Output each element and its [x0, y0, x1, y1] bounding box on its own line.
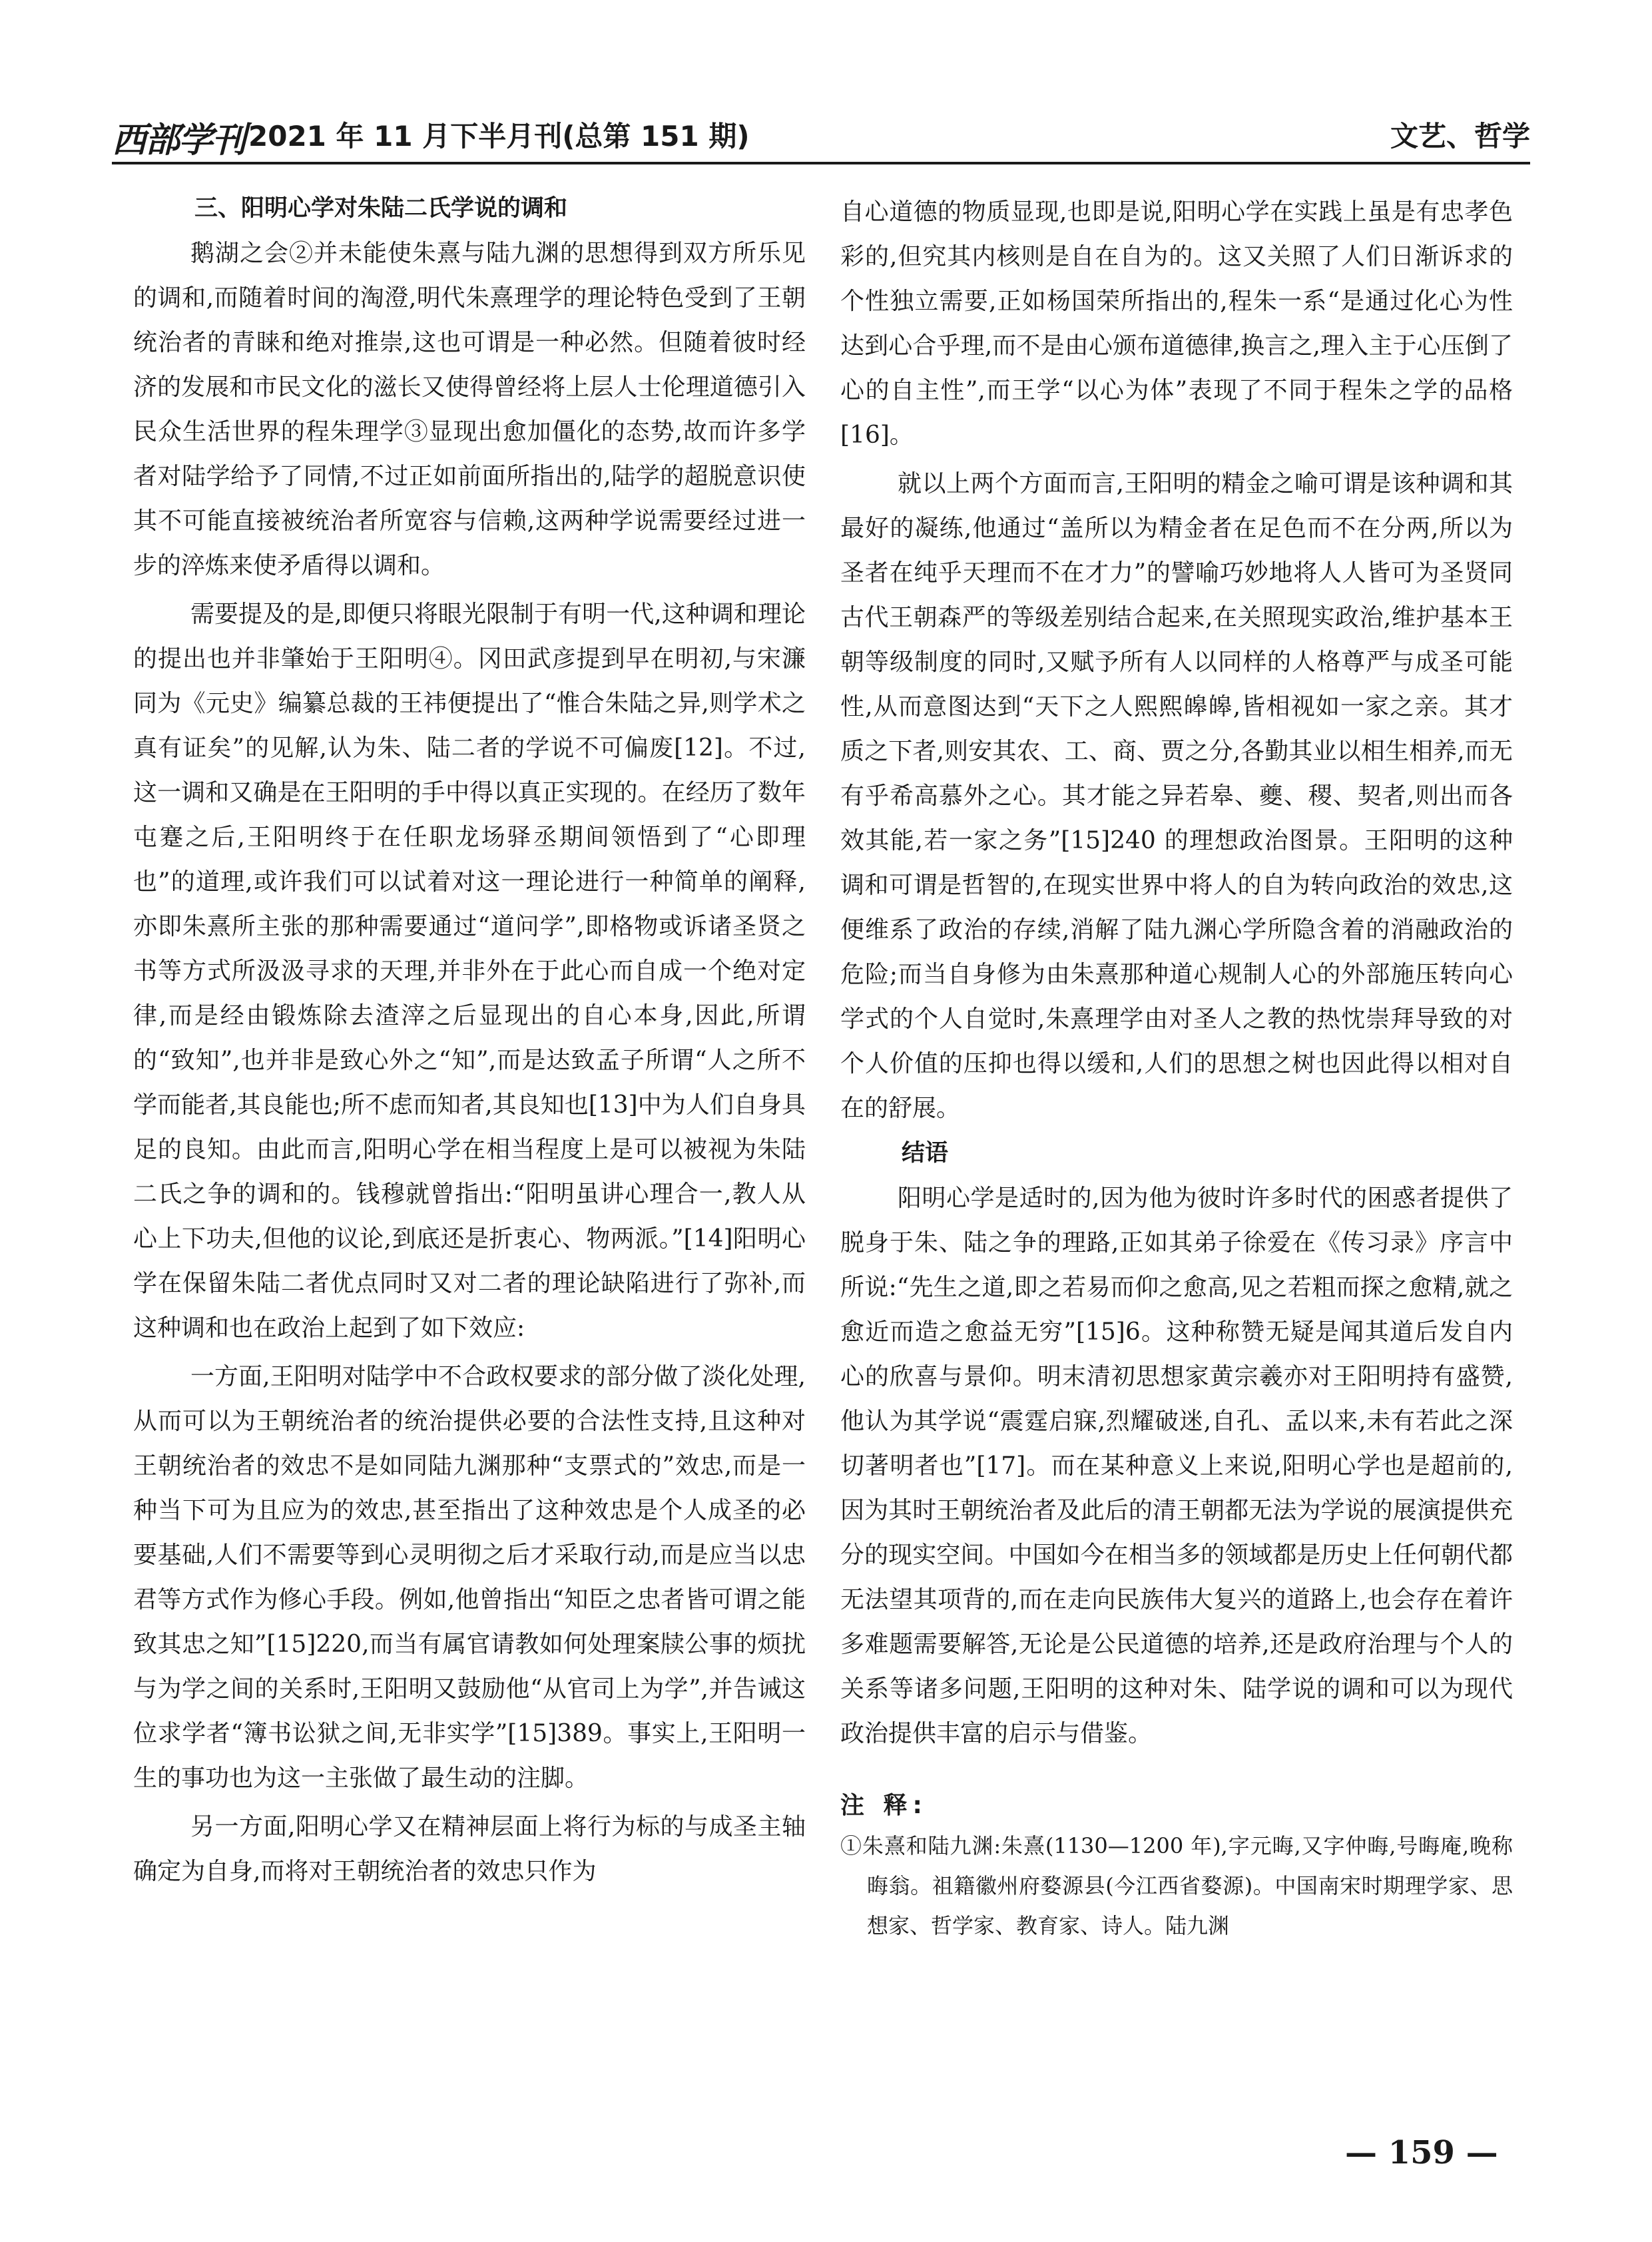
- left-column: [133, 190, 806, 1894]
- issue-info: 2021 年 11 月下半月刊(总第 151 期): [248, 120, 750, 152]
- right-column: [840, 190, 1513, 1946]
- paragraph: 就以上两个方面而言,王阳明的精金之喻可谓是该种调和其最好的凝练,他通过“盖所以为精金者在足色而不在分两,所以为圣者在纯乎天理而不在才力”的譬喻巧妙地将人人皆可为圣贤同古代王朝森严的等级差别结合起来,在关照现实政治,维护基本王朝等级制度的同时,又赋予所有人以同样的人格尊严与成圣可能性,从而意图达到“天下之人熙熙皞皞,皆相视如一家之亲。其才质之下者,则安其农、工、商、贾之分,各勤其业以相生相养,而无有乎希高慕外之心。其才能之异若皋、夔、稷、契者,则出而各效其能,若一家之务”[15]240 的理想政治图景。王阳明的这种调和可谓是哲智的,在现实世界中将人的自为转向政治的效忠,这便维系了政治的存续,消解了陆九渊心学所隐含着的消融政治的危险;而当自身修为由朱熹那种道心规制人心的外部施压转向心学式的个人自觉时,朱熹理学由对圣人之教的热忱崇拜导致的对个人价值的压抑也得以缓和,人们的思想之树也因此得以相对自在的舒展。: [840, 470, 1513, 1122]
- paragraph: 阳明心学是适时的,因为他为彼时许多时代的困惑者提供了脱身于朱、陆之争的理路,正如其弟子徐爱在《传习录》序言中所说:“先生之道,即之若易而仰之愈高,见之若粗而探之愈精,就之愈近而造之愈益无穷”[15]6。这种称赞无疑是闻其道后发自内心的欣喜与景仰。明末清初思想家黄宗羲亦对王阳明持有盛赞,他认为其学说“震霆启寐,烈耀破迷,自孔、孟以来,未有若此之深切著明者也”[17]。而在某种意义上来说,阳明心学也是超前的,因为其时王朝统治者及此后的清王朝都无法为学说的展演提供充分的现实空间。中国如今在相当多的领域都是历史上任何朝代都无法望其项背的,而在走向民族伟大复兴的道路上,也会存在着许多难题需要解答,无论是公民道德的培养,还是政府治理与个人的关系等诸多问题,王阳明的这种对朱、陆学说的调和可以为现代政治提供丰富的启示与借鉴。: [840, 1185, 1513, 1747]
- paragraph-continued: 自心道德的物质显现,也即是说,阳明心学在实践上虽是有忠孝色彩的,但究其内核则是自在自为的。这又关照了人们日渐诉求的个性独立需要,正如杨国荣所指出的,程朱一系“是通过化心为性达到心合乎理,而不是由心颁布道德律,换言之,理入主于心压倒了心的自主性”,而王学“以心为体”表现了不同于程朱之学的品格[16]。: [840, 198, 1513, 449]
- paragraph: 需要提及的是,即便只将眼光限制于有明一代,这种调和理论的提出也并非肇始于王阳明④。冈田武彦提到早在明初,与宋濂同为《元史》编纂总裁的王祎便提出了“惟合朱陆之异,则学术之真有证矣”的见解,认为朱、陆二者的学说不可偏废[12]。不过,这一调和又确是在王阳明的手中得以真正实现的。在经历了数年屯蹇之后,王阳明终于在任职龙场驿丞期间领悟到了“心即理也”的道理,或许我们可以试着对这一理论进行一种简单的阐释,亦即朱熹所主张的那种需要通过“道问学”,即格物或诉诸圣贤之书等方式所汲汲寻求的天理,并非外在于此心而自成一个绝对定律,而是经由锻炼除去渣滓之后显现出的自心本身,因此,所谓的“致知”,也并非是致心外之“知”,而是达致孟子所谓“人之所不学而能者,其良能也;所不虑而知者,其良知也[13]中为人们自身具足的良知。由此而言,阳明心学在相当程度上是可以被视为朱陆二氏之争的调和的。钱穆就曾指出:“阳明虽讲心理合一,教人从心上下功夫,但他的议论,到底还是折衷心、物两派。”[14]阳明心学在保留朱陆二者优点同时又对二者的理论缺陷进行了弥补,而这种调和也在政治上起到了如下效应:: [133, 601, 806, 1342]
- journal-name-logo: 西部学刊: [112, 120, 246, 160]
- page-number: — 159 —: [1345, 2134, 1498, 2171]
- section-heading: 三、阳明心学对朱陆二氏学说的调和: [194, 195, 568, 222]
- header-rule: [112, 162, 1530, 164]
- conclusion-heading: 结语: [902, 1140, 949, 1167]
- section-label: 文艺、哲学: [1390, 120, 1530, 152]
- notes-title: 注 释:: [840, 1792, 928, 1819]
- paragraph: 另一方面,阳明心学又在精神层面上将行为标的与成圣主轴确定为自身,而将对王朝统治者的效忠只作为: [133, 1813, 806, 1885]
- paragraph: 一方面,王阳明对陆学中不合政权要求的部分做了淡化处理,从而可以为王朝统治者的统治提供必要的合法性支持,且这种对王朝统治者的效忠不是如同陆九渊那种“支票式的”效忠,而是一种当下可为且应为的效忠,甚至指出了这种效忠是个人成圣的必要基础,人们不需要等到心灵明彻之后才采取行动,而是应当以忠君等方式作为修心手段。例如,他曾指出“知臣之忠者皆可谓之能致其忠之知”[15]220,而当有属官请教如何处理案牍公事的烦扰与为学之间的关系时,王阳明又鼓励他“从官司上为学”,并告诫这位求学者“簿书讼狱之间,无非实学”[15]389。事实上,王阳明一生的事功也为这一主张做了最生动的注脚。: [133, 1363, 806, 1792]
- running-header: [112, 112, 1530, 158]
- paragraph: 鹅湖之会②并未能使朱熹与陆九渊的思想得到双方所乐见的调和,而随着时间的淘澄,明代朱熹理学的理论特色受到了王朝统治者的青睐和绝对推崇,这也可谓是一种必然。但随着彼时经济的发展和市民文化的滋长又使得曾经将上层人士伦理道德引入民众生活世界的程朱理学③显现出愈加僵化的态势,故而许多学者对陆学给予了同情,不过正如前面所指出的,陆学的超脱意识使其不可能直接被统治者所宽容与信赖,这两种学说需要经过进一步的淬炼来使矛盾得以调和。: [133, 240, 806, 579]
- footnote: ①朱熹和陆九渊:朱熹(1130—1200 年),字元晦,又字仲晦,号晦庵,晚称晦翁。祖籍徽州府婺源县(今江西省婺源)。中国南宋时期理学家、思想家、哲学家、教育家、诗人。陆九渊: [840, 1833, 1513, 1938]
